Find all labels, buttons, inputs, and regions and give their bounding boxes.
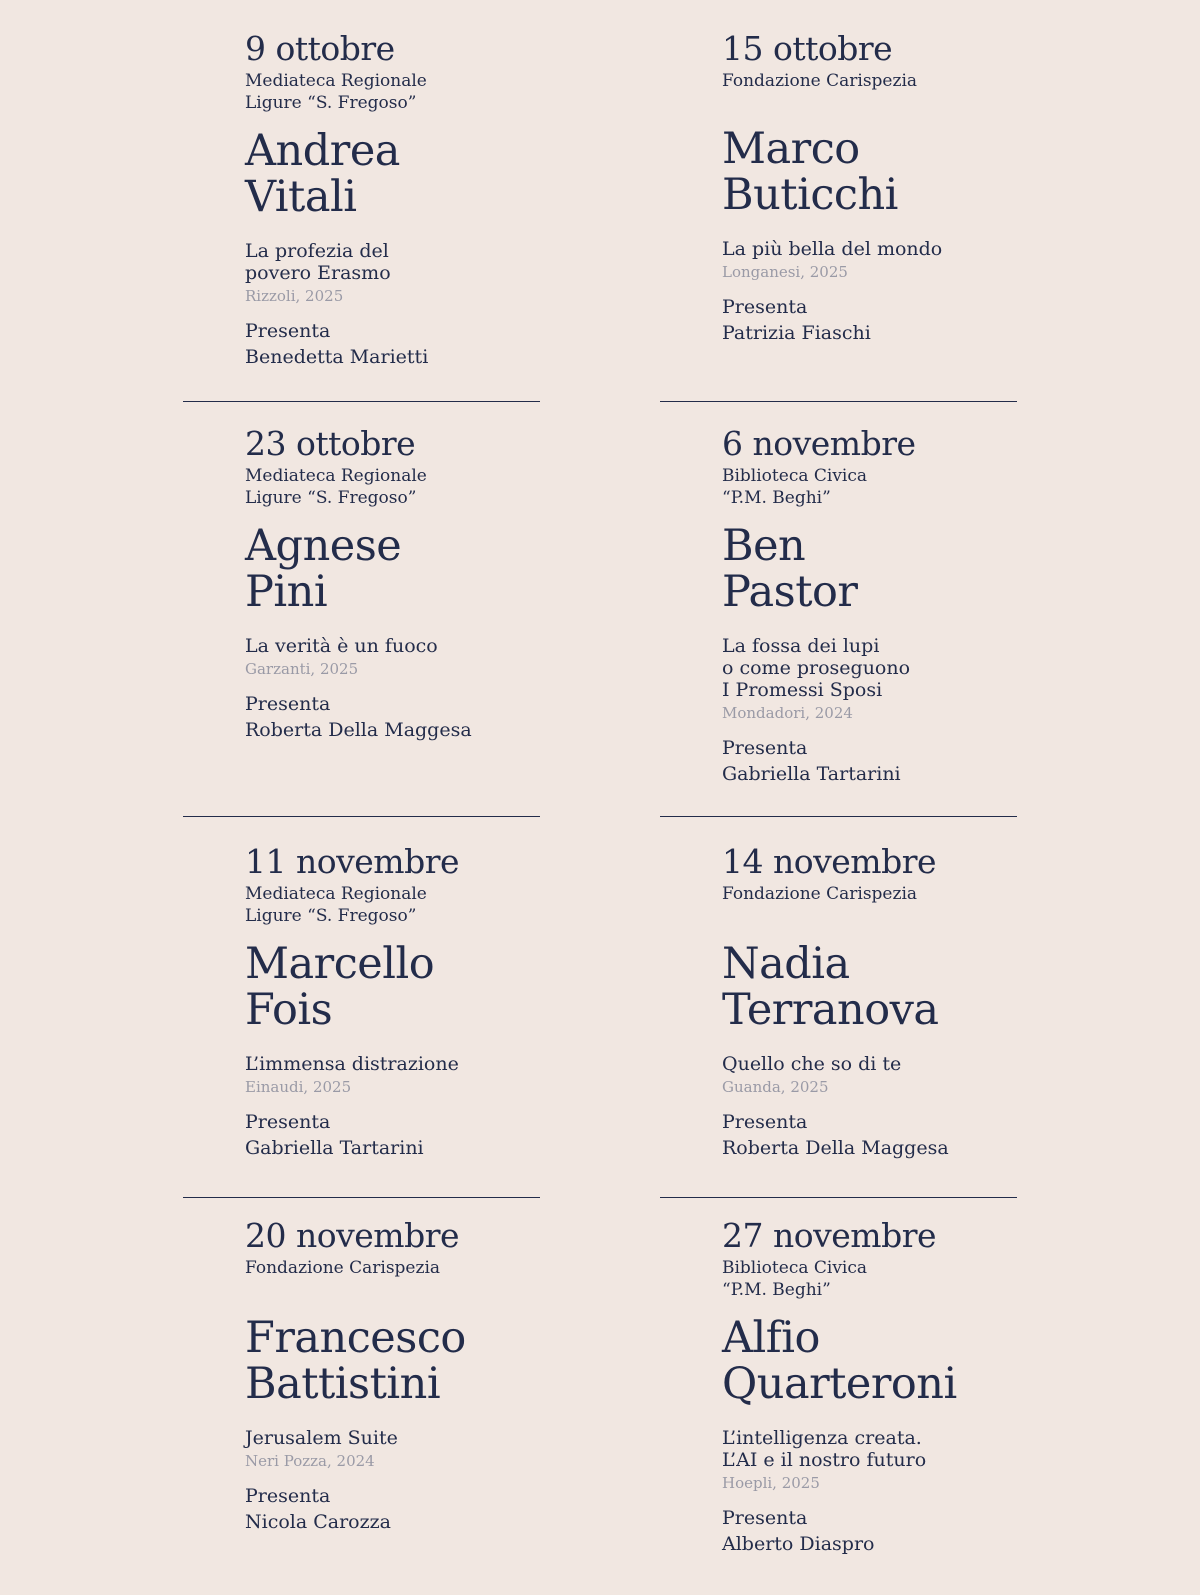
event-card-27-novembre <box>722 1217 1082 1557</box>
event-date: 23 ottobre <box>245 424 416 463</box>
presenter-name: Roberta Della Maggesa <box>722 1137 949 1159</box>
event-venue: Fondazione Carispezia <box>245 1258 441 1278</box>
section-divider <box>183 401 540 402</box>
presenta-label: Presenta <box>245 320 331 342</box>
presenter-name: Gabriella Tartarini <box>722 763 901 785</box>
book-publisher: Neri Pozza, 2024 <box>245 1452 375 1470</box>
book-publisher: Einaudi, 2025 <box>245 1078 352 1096</box>
event-venue: Mediateca Regionale Ligure “S. Fregoso” <box>245 71 427 113</box>
presenta-label: Presenta <box>245 1485 331 1507</box>
event-date: 14 novembre <box>722 842 936 881</box>
section-divider <box>660 1197 1017 1198</box>
presenta-label: Presenta <box>722 737 808 759</box>
author-name: Alfio Quarteroni <box>722 1313 957 1409</box>
event-card-6-novembre <box>722 425 1082 787</box>
book-title: L’intelligenza creata. L’AI e il nostro futuro <box>722 1427 927 1471</box>
event-venue: Mediateca Regionale Ligure “S. Fregoso” <box>245 884 427 926</box>
event-date: 27 novembre <box>722 1216 936 1255</box>
event-card-23-ottobre <box>245 425 605 743</box>
event-date: 20 novembre <box>245 1216 459 1255</box>
book-publisher: Guanda, 2025 <box>722 1078 829 1096</box>
book-title: La verità è un fuoco <box>245 635 438 657</box>
author-name: Marcello Fois <box>245 939 435 1035</box>
book-title: La più bella del mondo <box>722 238 943 260</box>
event-card-9-ottobre <box>245 30 605 370</box>
author-name: Francesco Battistini <box>245 1313 466 1409</box>
book-title: La profezia del povero Erasmo <box>245 240 391 284</box>
book-title: La fossa dei lupi o come proseguono I Promessi Sposi <box>722 635 911 701</box>
event-card-15-ottobre <box>722 30 1082 346</box>
event-date: 9 ottobre <box>245 29 395 68</box>
event-card-14-novembre <box>722 843 1082 1161</box>
presenta-label: Presenta <box>245 1111 331 1133</box>
event-venue: Fondazione Carispezia <box>722 71 918 91</box>
section-divider <box>660 816 1017 817</box>
event-venue: Mediateca Regionale Ligure “S. Fregoso” <box>245 466 427 508</box>
book-publisher: Rizzoli, 2025 <box>245 287 344 305</box>
event-venue: Fondazione Carispezia <box>722 884 918 904</box>
event-card-20-novembre <box>245 1217 605 1535</box>
section-divider <box>183 816 540 817</box>
book-publisher: Garzanti, 2025 <box>245 660 359 678</box>
event-venue: Biblioteca Civica “P.M. Beghi” <box>722 466 868 508</box>
presenta-label: Presenta <box>722 1507 808 1529</box>
book-publisher: Mondadori, 2024 <box>722 704 853 722</box>
event-date: 11 novembre <box>245 842 459 881</box>
author-name: Andrea Vitali <box>245 126 400 222</box>
presenter-name: Alberto Diaspro <box>722 1533 875 1555</box>
presenta-label: Presenta <box>722 296 808 318</box>
section-divider <box>660 401 1017 402</box>
presenter-name: Benedetta Marietti <box>245 346 429 368</box>
book-publisher: Hoepli, 2025 <box>722 1474 820 1492</box>
section-divider <box>183 1197 540 1198</box>
event-card-11-novembre <box>245 843 605 1161</box>
book-title: Jerusalem Suite <box>245 1427 398 1449</box>
author-name: Agnese Pini <box>245 521 402 617</box>
book-publisher: Longanesi, 2025 <box>722 263 848 281</box>
presenter-name: Roberta Della Maggesa <box>245 719 472 741</box>
presenter-name: Nicola Carozza <box>245 1511 391 1533</box>
event-venue: Biblioteca Civica “P.M. Beghi” <box>722 1258 868 1300</box>
author-name: Marco Buticchi <box>722 124 898 220</box>
event-date: 6 novembre <box>722 424 916 463</box>
presenta-label: Presenta <box>722 1111 808 1133</box>
author-name: Ben Pastor <box>722 521 858 617</box>
event-date: 15 ottobre <box>722 29 893 68</box>
author-name: Nadia Terranova <box>722 939 939 1035</box>
presenter-name: Patrizia Fiaschi <box>722 322 871 344</box>
presenter-name: Gabriella Tartarini <box>245 1137 424 1159</box>
presenta-label: Presenta <box>245 693 331 715</box>
book-title: Quello che so di te <box>722 1053 902 1075</box>
book-title: L’immensa distrazione <box>245 1053 459 1075</box>
